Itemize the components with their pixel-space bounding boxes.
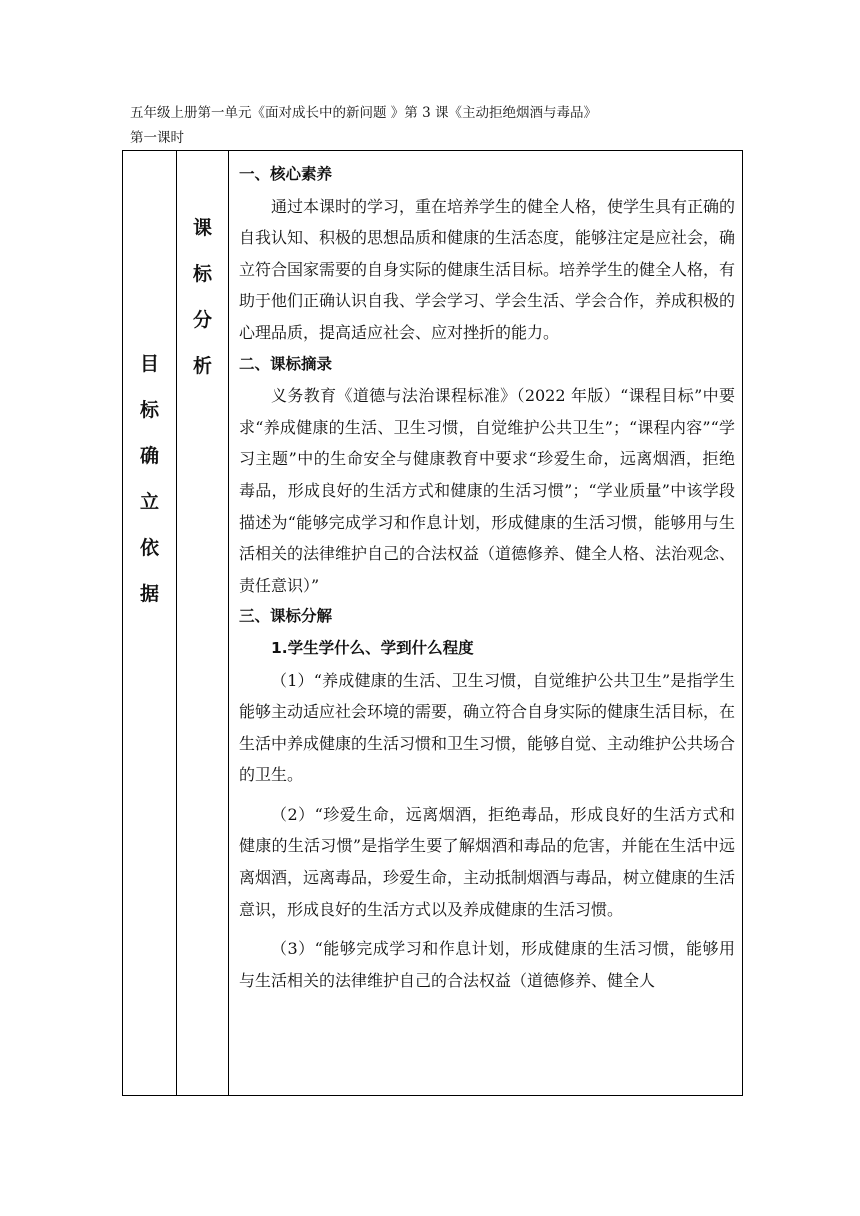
document-title: 五年级上册第一单元《面对成长中的新问题 》第 3 课《主动拒绝烟酒与毒品》 — [130, 105, 597, 121]
basis-char: 标 — [139, 399, 159, 421]
basis-label-cell — [123, 151, 177, 1096]
subsection-heading: 1.学生学什么、学到什么程度 — [271, 638, 474, 657]
breakdown-item-2: （2）“珍爱生命，远离烟酒，拒绝毒品，形成良好的生活方式和健康的生活习惯”是指学生要了解烟酒和毒品的危害，并能在生活中远离烟酒，远离毒品，珍爱生命，主动抵制烟酒与毒品，树立健康的生活意识，形成良好的生活方式以及养成健康的生活习惯。 — [239, 804, 736, 919]
analysis-char: 析 — [192, 355, 212, 377]
section-heading-standard-breakdown: 三、课标分解 — [239, 607, 333, 626]
basis-char: 据 — [139, 583, 159, 605]
analysis-char: 标 — [192, 263, 212, 285]
content-body — [229, 151, 742, 996]
core-literacy-paragraph: 通过本课时的学习，重在培养学生的健全人格，使学生具有正确的自我认知、积极的思想品质和健康的生活态度，能够注定是应社会，确立符合国家需要的自身实际的健康生活目标。培养学生的健全人格，有助于他们正确认识自我、学会学习、学会生活、学会合作，养成积极的心理品质，提高适应社会、应对挫折的能力。 — [239, 196, 736, 342]
section-heading-standard-excerpt: 二、课标摘录 — [239, 354, 333, 373]
basis-char: 确 — [139, 445, 159, 467]
content-cell — [229, 151, 743, 1096]
basis-char: 立 — [139, 491, 159, 513]
analysis-label-cell — [177, 151, 229, 1096]
basis-char: 目 — [139, 353, 159, 375]
analysis-char: 分 — [192, 309, 212, 331]
standard-excerpt-paragraph: 义务教育《道德与法治课程标准》（2022 年版）“课程目标”中要求“养成健康的生活、卫生习惯，自觉维护公共卫生”；“课程内容”“学习主题”中的生命安全与健康教育中要求“珍爱生命，远离烟酒，拒绝毒品，形成良好的生活方式和健康的生活习惯”；“学业质量”中该学段描述为“能够完成学习和作息计划，形成健康的生活习惯，能够用与生活相关的法律维护自己的合法权益（道德修养、健全人格、法治观念、责任意识）” — [239, 386, 736, 595]
analysis-char: 课 — [192, 217, 212, 239]
basis-char: 依 — [139, 537, 159, 559]
lesson-period: 第一课时 — [130, 130, 184, 146]
breakdown-item-1: （1）“养成健康的生活、卫生习惯，自觉维护公共卫生”是指学生能够主动适应社会环境的需要，确立符合自身实际的健康生活目标，在生活中养成健康的生活习惯和卫生习惯，能够自觉、主动维护公共场合的卫生。 — [239, 670, 736, 785]
basis-label — [123, 341, 176, 617]
lesson-plan-table — [122, 150, 743, 1096]
breakdown-item-3: （3）“能够完成学习和作息计划，形成健康的生活习惯，能够用与生活相关的法律维护自己的合法权益（道德修养、健全人 — [239, 939, 735, 990]
analysis-label — [177, 205, 228, 389]
section-heading-core-literacy: 一、核心素养 — [239, 165, 333, 183]
